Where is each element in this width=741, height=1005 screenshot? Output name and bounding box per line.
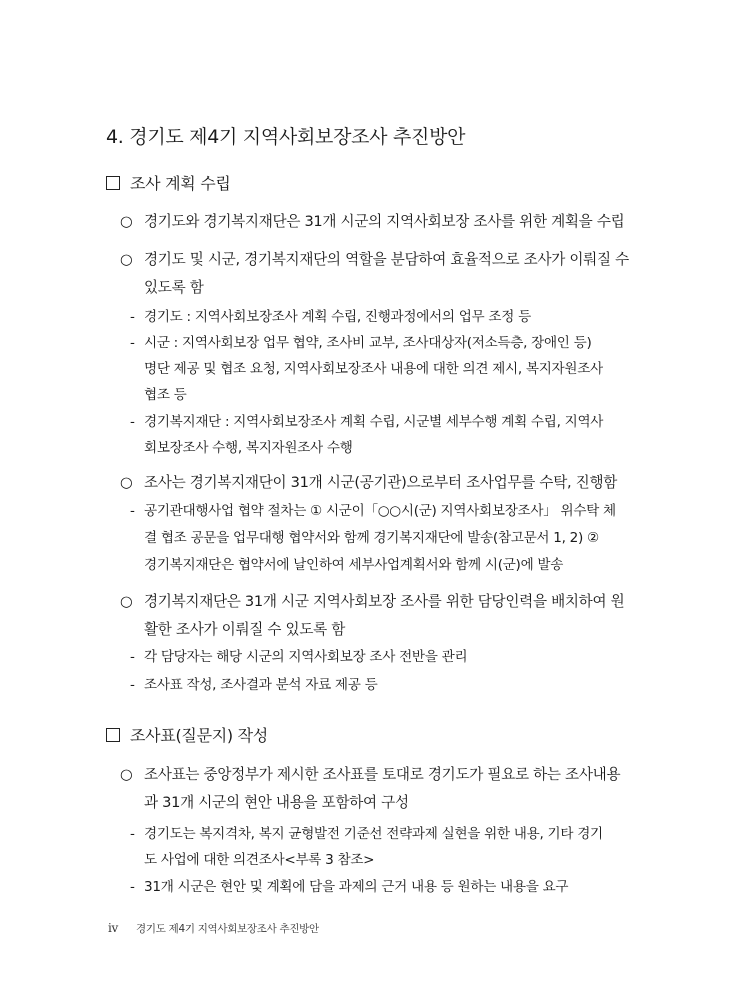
section-heading-survey-plan: 조사 계획 수립 — [106, 171, 231, 194]
dash-marker: - — [130, 677, 135, 693]
page-footer — [108, 921, 319, 936]
dash-marker: - — [130, 879, 135, 895]
dash-item-continuation: 명단 제공 및 협조 요청, 지역사회보장조사 내용에 대한 의견 제시, 복지자원조사 — [144, 361, 603, 377]
dash-item: - 공기관대행사업 협약 절차는 ① 시군이「○○시(군) 지역사회보장조사」 위수탁 체 — [130, 503, 616, 519]
dash-marker: - — [130, 309, 135, 325]
dash-item-continuation: 경기복지재단은 협약서에 날인하여 세부사업계획서와 함께 시(군)에 발송 — [144, 557, 564, 573]
bullet-item-continuation: 있도록 함 — [144, 279, 204, 296]
page-number: iv — [108, 921, 119, 935]
circle-bullet-icon: ○ — [120, 213, 133, 230]
bullet-item: ○ 조사표는 중앙정부가 제시한 조사표를 토대로 경기도가 필요로 하는 조사내용 — [120, 766, 621, 783]
dash-item: - 경기도 : 지역사회보장조사 계획 수립, 진행과정에서의 업무 조정 등 — [130, 309, 531, 325]
dash-item-continuation: 협조 등 — [144, 387, 187, 403]
circle-bullet-icon: ○ — [120, 474, 133, 491]
bullet-item: ○ 경기복지재단은 31개 시군 지역사회보장 조사를 위한 담당인력을 배치하여 원 — [120, 593, 625, 610]
bullet-item: ○ 조사는 경기복지재단이 31개 시군(공기관)으로부터 조사업무를 수탁, 진행함 — [120, 474, 618, 491]
dash-item: - 조사표 작성, 조사결과 분석 자료 제공 등 — [130, 677, 378, 693]
dash-item-continuation: 결 협조 공문을 업무대행 협약서와 함께 경기복지재단에 발송(참고문서 1, 2) ② — [144, 530, 599, 546]
checkbox-square-icon — [106, 728, 120, 742]
dash-marker: - — [130, 649, 135, 665]
bullet-item-continuation: 활한 조사가 이뤄질 수 있도록 함 — [144, 621, 346, 638]
circle-bullet-icon: ○ — [120, 593, 133, 610]
dash-item: - 경기복지재단 : 지역사회보장조사 계획 수립, 시군별 세부수행 계획 수립, 지역사 — [130, 414, 604, 430]
checkbox-square-icon — [106, 176, 120, 190]
dash-item: - 각 담당자는 해당 시군의 지역사회보장 조사 전반을 관리 — [130, 649, 468, 665]
running-title: 경기도 제4기 지역사회보장조사 추진방안 — [136, 923, 319, 935]
bullet-item-continuation: 과 31개 시군의 현안 내용을 포함하여 구성 — [144, 794, 409, 811]
circle-bullet-icon: ○ — [120, 766, 133, 783]
bullet-item: ○ 경기도와 경기복지재단은 31개 시군의 지역사회보장 조사를 위한 계획을 수립 — [120, 213, 625, 230]
dash-marker: - — [130, 826, 135, 842]
dash-item: - 31개 시군은 현안 및 계획에 담을 과제의 근거 내용 등 원하는 내용을 요구 — [130, 879, 569, 895]
dash-item-continuation: 도 사업에 대한 의견조사<부록 3 참조> — [144, 852, 375, 868]
circle-bullet-icon: ○ — [120, 251, 133, 268]
section-heading-questionnaire: 조사표(질문지) 작성 — [106, 723, 268, 746]
page-title: 4. 경기도 제4기 지역사회보장조사 추진방안 — [106, 126, 466, 148]
dash-marker: - — [130, 503, 135, 519]
dash-item-continuation: 회보장조사 수행, 복지자원조사 수행 — [144, 440, 353, 456]
bullet-item: ○ 경기도 및 시군, 경기복지재단의 역할을 분담하여 효율적으로 조사가 이뤄질 수 — [120, 251, 629, 268]
dash-item: - 시군 : 지역사회보장 업무 협약, 조사비 교부, 조사대상자(저소득층, 장애인 등) — [130, 335, 592, 351]
dash-marker: - — [130, 335, 135, 351]
dash-item: - 경기도는 복지격차, 복지 균형발전 기준선 전략과제 실현을 위한 내용, 기타 경기 — [130, 826, 603, 842]
dash-marker: - — [130, 414, 135, 430]
